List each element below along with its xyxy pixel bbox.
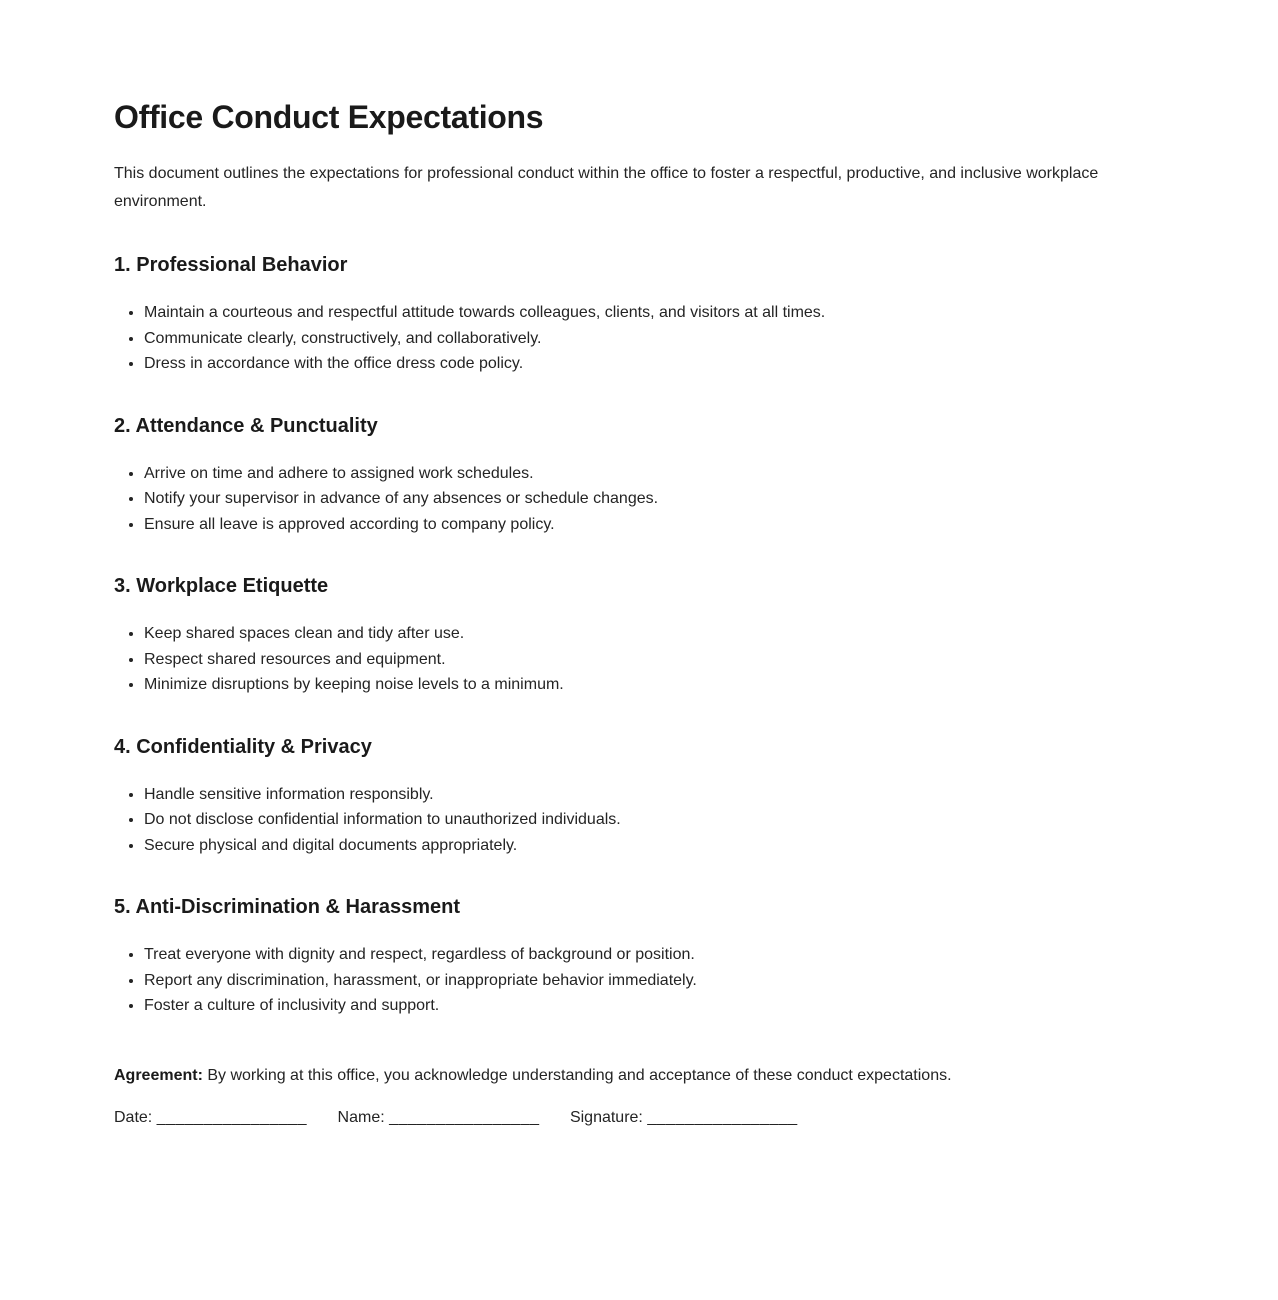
date-blank-line: ________________ xyxy=(156,1108,308,1126)
list-item: • Secure physical and digital documents appropriately. xyxy=(144,833,1104,859)
section-heading-professional-behavior: 1. Professional Behavior xyxy=(114,254,348,276)
signature-row xyxy=(114,1105,1104,1131)
section-heading-workplace-etiquette: 3. Workplace Etiquette xyxy=(114,575,329,597)
signature-blank-line: ________________ xyxy=(647,1108,798,1126)
list-item: • Minimize disruptions by keeping noise levels to a minimum. xyxy=(144,672,1104,698)
section-heading-anti-discrimination-harassment: 5. Anti-Discrimination & Harassment xyxy=(114,896,461,918)
list-item: • Communicate clearly, constructively, and collaboratively. xyxy=(144,326,1104,352)
date-field xyxy=(114,1105,307,1131)
page-title: Office Conduct Expectations xyxy=(114,99,544,135)
date-label: Date: xyxy=(114,1108,153,1126)
list-item: • Arrive on time and adhere to assigned work schedules. xyxy=(144,461,1104,487)
list-item: • Handle sensitive information responsibly. xyxy=(144,782,1104,808)
agreement-label: Agreement: xyxy=(114,1066,203,1084)
document-body xyxy=(114,0,1104,1131)
name-blank-line: ________________ xyxy=(389,1108,540,1126)
list-item: • Report any discrimination, harassment, or inappropriate behavior immediately. xyxy=(144,968,1104,994)
list-item: • Respect shared resources and equipment. xyxy=(144,647,1104,673)
list-item: • Keep shared spaces clean and tidy after use. xyxy=(144,621,1104,647)
section-list-anti-discrimination-harassment xyxy=(114,942,1104,1019)
section-list-attendance-punctuality xyxy=(114,461,1104,538)
name-label: Name: xyxy=(337,1108,385,1126)
section-list-confidentiality-privacy xyxy=(114,782,1104,859)
section-list-workplace-etiquette xyxy=(114,621,1104,698)
agreement-paragraph xyxy=(114,1063,1104,1089)
intro-paragraph: This document outlines the expectations for professional conduct within the office to foster a respectful, productive, and inclusive workplace environment. xyxy=(114,165,1099,210)
list-item: • Treat everyone with dignity and respect, regardless of background or position. xyxy=(144,942,1104,968)
list-item: • Foster a culture of inclusivity and support. xyxy=(144,993,1104,1019)
agreement-text: By working at this office, you acknowledge understanding and acceptance of these conduct expectations. xyxy=(207,1066,952,1084)
section-heading-confidentiality-privacy: 4. Confidentiality & Privacy xyxy=(114,735,372,758)
section-heading-attendance-punctuality: 2. Attendance & Punctuality xyxy=(114,414,378,437)
list-item: • Ensure all leave is approved according to company policy. xyxy=(144,512,1104,538)
list-item: • Dress in accordance with the office dress code policy. xyxy=(144,351,1104,377)
list-item: • Do not disclose confidential information to unauthorized individuals. xyxy=(144,807,1104,833)
list-item: • Notify your supervisor in advance of any absences or schedule changes. xyxy=(144,486,1104,512)
section-list-professional-behavior xyxy=(114,300,1104,377)
name-field xyxy=(338,1105,540,1131)
list-item: • Maintain a courteous and respectful attitude towards colleagues, clients, and visitors at all times. xyxy=(144,300,1104,326)
signature-label: Signature: xyxy=(569,1108,643,1126)
signature-field xyxy=(570,1105,798,1131)
